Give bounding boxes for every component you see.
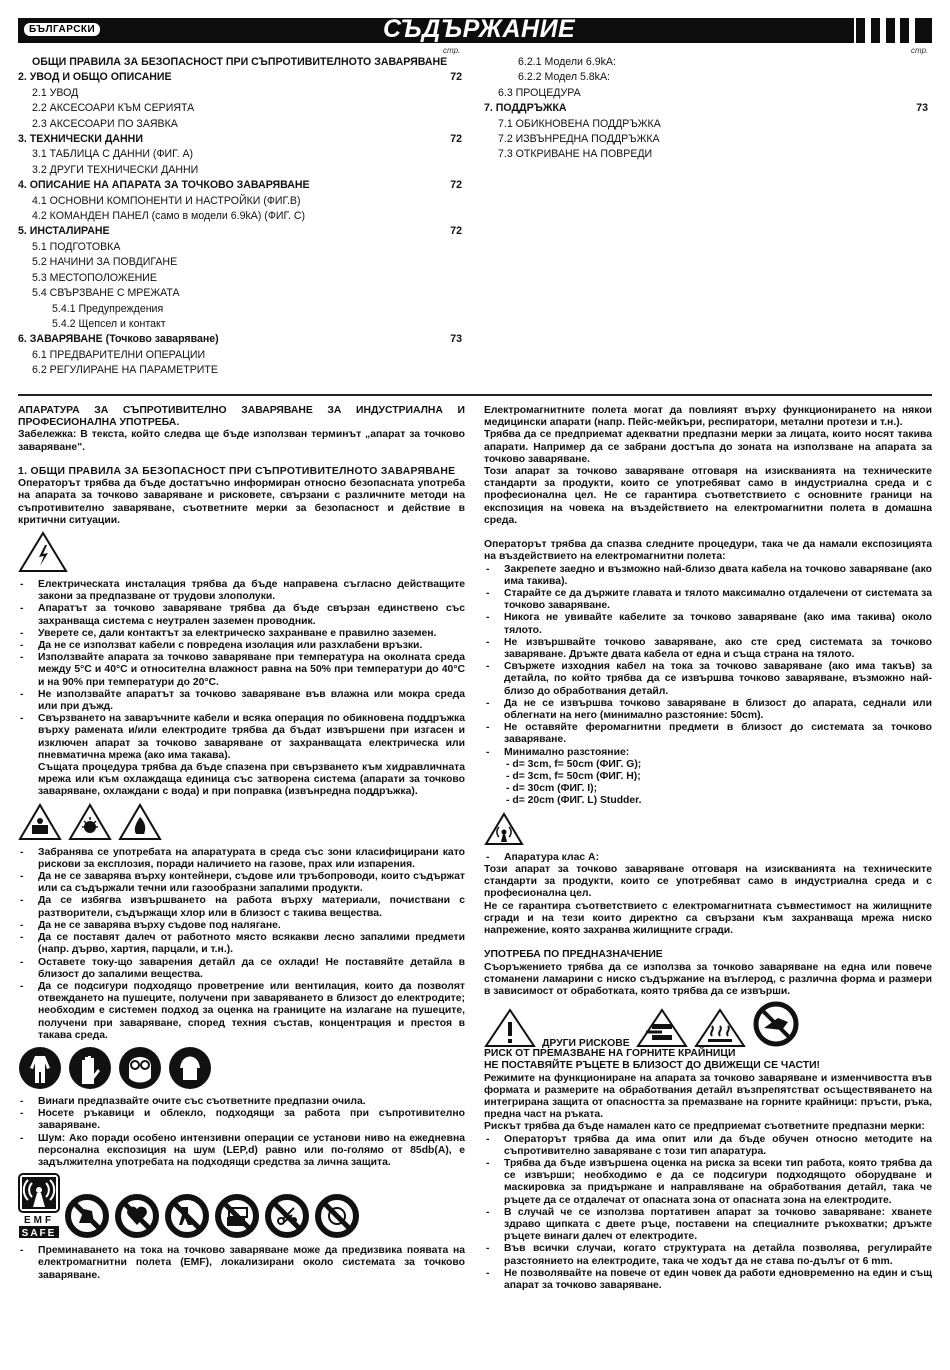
ppe-rules bbox=[18, 1096, 465, 1169]
no-hands-icon bbox=[752, 1000, 800, 1048]
toc-entry[interactable] bbox=[484, 55, 928, 70]
toc-entry-label: 7.2 ИЗВЪНРЕДНА ПОДДРЪЖКА bbox=[498, 133, 660, 146]
toc-entry-label: 2.2 АКСЕСОАРИ КЪМ СЕРИЯТА bbox=[32, 102, 195, 115]
page-column-label: стр. bbox=[443, 46, 461, 55]
heading: АПАРАТУРА ЗА СЪПРОТИВИТЕЛНО ЗАВАРЯВАНЕ ЗА ИНДУСТРИАЛНА И ПРОФЕСИОНАЛНА УПОТРЕБА. bbox=[18, 405, 465, 429]
list-item: - Не използвайте апаратът за точково заваряване във влажна или мокра среда или при дъжд. bbox=[18, 689, 465, 713]
paragraph: Операторът трябва да спазва следните процедури, така че да намали експозицията на въздействието на електромагнитни полета: bbox=[484, 539, 932, 563]
list-item: - Никога не увивайте кабелите за точково заваряване (ако има такива) около тялото. bbox=[484, 612, 932, 636]
toc-entry[interactable] bbox=[484, 147, 928, 162]
distance-item: - d= 3cm, f= 50cm (ФИГ. H); bbox=[506, 771, 641, 783]
list-item: - Апаратът за точково заваряване трябва да бъде свързан единствено със захранваща система с неутрален заземен проводник. bbox=[18, 603, 465, 627]
toc-entry[interactable] bbox=[18, 255, 462, 270]
list-item: - Да се поставят далеч от работното място всякакви лесно запалими предмети (напр. дърво, хартия, парцали, и т.н.). bbox=[18, 932, 465, 956]
toc-entry-page: 72 bbox=[450, 225, 462, 238]
toc-right bbox=[484, 55, 928, 163]
intro: Операторът трябва да бъде достатъчно информиран относно безопасната употреба на апарата за точково заваряване и рисковете, свързани с различните методи на съпротивително заваряване, съответните мерки за безопасност и действие в критични ситуации. bbox=[18, 478, 465, 526]
toc-entry-label: 4.2 КОМАНДЕН ПАНЕЛ (само в модели 6.9kA) (ФИГ. С) bbox=[32, 210, 306, 223]
distance-item: - d= 20cm (ФИГ. L) Studder. bbox=[506, 795, 642, 807]
explosive-atmosphere-icon bbox=[18, 803, 62, 841]
other-risks-label: ДРУГИ РИСКОВЕ bbox=[542, 1037, 630, 1049]
language-label: БЪЛГАРСКИ bbox=[24, 23, 100, 36]
toc-entry[interactable] bbox=[18, 302, 462, 317]
list-item: - Да не се заварява върху контейнери, съдове или тръбопроводи, които съдържат или са съдържали течни или газообразни запалими продукти. bbox=[18, 871, 465, 895]
toc-entry[interactable] bbox=[18, 286, 462, 301]
list-item: - Свържете изходния кабел на тока за точково заваряване (ако има такъв) за детайла, по който трябва да се извършва точково заваряване, възможно най-близо до обработвания детайл. bbox=[484, 661, 932, 698]
list-item: - Винаги предпазвайте очите със съответните предпазни очила. bbox=[18, 1096, 465, 1108]
class-a-label: - Апаратура клас А: bbox=[484, 852, 932, 864]
intended-use-title: УПОТРЕБА ПО ПРЕДНАЗНАЧЕНИЕ bbox=[484, 949, 663, 961]
list-item: - Старайте се да държите главата и тялото максимално отдалечени от системата за точково заваряване. bbox=[484, 588, 932, 612]
distance-item: - d= 3cm, f= 50cm (ФИГ. G); bbox=[506, 758, 642, 770]
paragraph: Този апарат за точково заваряване отговаря на изискванията на техническите стандарти за продукти, които се употребяват само в индустриална среда и с професионална цел. Не се гарантира съответствието с основните граници на експозиция на човека на въздействието на електромагнитни полета в домашна среда. bbox=[484, 466, 932, 526]
toc-entry-label: 5. ИНСТАЛИРАНЕ bbox=[18, 225, 110, 238]
list-item: - Минимално разстояние: bbox=[484, 747, 932, 759]
section-title: 1. ОБЩИ ПРАВИЛА ЗА БЕЗОПАСНОСТ ПРИ СЪПРОТИВИТЕЛНОТО ЗАВАРЯВАНЕ bbox=[18, 466, 456, 477]
list-item: - Шум: Ако поради особено интензивни операции се установи ниво на ежедневна персонална експозиция на шум (LEP,d) равно или по-голямо от 85db(A), е задължителна употребата на подходящи средства за лична защита. bbox=[18, 1133, 465, 1170]
toc-entry[interactable] bbox=[18, 70, 462, 85]
toc-entry[interactable] bbox=[18, 163, 462, 178]
list-item: - Оставете току-що заварения детайл да се охлади! Не поставяйте детайла в близост до запалими вещества. bbox=[18, 957, 465, 981]
class-a-warning bbox=[484, 812, 932, 846]
toc-entry-label: 5.2 НАЧИНИ ЗА ПОВДИГАНЕ bbox=[32, 256, 178, 269]
toc-entry-label: 6.3 ПРОЦЕДУРА bbox=[498, 86, 581, 99]
paragraph: Не се гарантира съответствието с електромагнитната съвместимост на жилищните сгради и на тези които директно са свързани към захранваща мрежа ниско напрежение, която захранва жилищните сгради. bbox=[484, 900, 932, 936]
toc-entry-label: 5.1 ПОДГОТОВКА bbox=[32, 240, 121, 253]
distance-list bbox=[484, 759, 932, 808]
ear-protection-icon bbox=[168, 1046, 212, 1090]
no-touch-icon bbox=[64, 1193, 110, 1239]
emf-rules bbox=[18, 1245, 465, 1282]
paragraph: Рискът трябва да бъде намален като се предприемат съответните предпазни мерки: bbox=[484, 1121, 925, 1133]
electric-rules bbox=[18, 579, 465, 762]
electric-warning bbox=[18, 531, 465, 573]
toc-entry-page: 73 bbox=[450, 333, 462, 346]
list-item: - Трябва да бъде извършена оценка на риска за всеки тип работа, която трябва да се извърши; необходимо е да се подсигури подходящото оборудване и маскировка за придържане и направляване на обработвания детайл, така че ръцете да се отдалечат от опасната зона от опасната зона на електродите. bbox=[484, 1158, 932, 1207]
divider bbox=[18, 394, 932, 396]
toc-entry-label: 7.3 ОТКРИВАНЕ НА ПОВРЕДИ bbox=[498, 148, 653, 161]
toc-entry-page: 72 bbox=[450, 179, 462, 192]
list-item: - Не позволявайте на повече от един човек да работи едновременно на един и същ апарат за точково заваряване. bbox=[484, 1268, 932, 1292]
note: Забележка: В текста, който следва ще бъде използван терминът „апарат за точково заваряване". bbox=[18, 429, 465, 453]
ppe-icons bbox=[18, 1046, 465, 1090]
no-watches-icon bbox=[314, 1193, 360, 1239]
svg-text:SAFE: SAFE bbox=[21, 1228, 57, 1240]
svg-text:EMF: EMF bbox=[23, 1215, 55, 1227]
list-item: - Да не се заварява върху съдове под налягане. bbox=[18, 920, 465, 932]
crush-risk-title: РИСК ОТ ПРЕМАЗВАНЕ НА ГОРНИТЕ КРАЙНИЦИ bbox=[484, 1048, 736, 1060]
list-item: - Не оставяйте феромагнитни предмети в близост до системата за точково заваряване. bbox=[484, 722, 932, 746]
toc-entry-page: 72 bbox=[450, 71, 462, 84]
toc-entry[interactable] bbox=[18, 240, 462, 255]
toc-entry-label: 5.4.1 Предупреждения bbox=[52, 302, 164, 315]
list-item: - Електрическата инсталация трябва да бъде направена съгласно действащите закони за предпазване от трудови злополуки. bbox=[18, 579, 465, 603]
paragraph: Електромагнитните полета могат да повлияят върху функционирането на някои медицински апарати (напр. Пейс-мейкъри, респиратори, метални протези и т.н.). bbox=[484, 405, 932, 429]
toc-entry-label: 3.1 ТАБЛИЦА С ДАННИ (ФИГ. А) bbox=[32, 148, 194, 161]
toc-entry-label: 6. ЗАВАРЯВАНЕ (Точково заваряване) bbox=[18, 333, 219, 346]
toc-entry[interactable] bbox=[18, 271, 462, 286]
list-item: - Закрепете заедно и възможно най-близо двата кабела на точково заваряване (ако има такива). bbox=[484, 564, 932, 588]
toc-entry[interactable] bbox=[18, 55, 462, 70]
toc-entry[interactable] bbox=[18, 132, 462, 147]
paragraph: Трябва да се предприемат адекватни предпазни мерки за лицата, които носят такива апарати. Например да се забрани достъпа до зоната на използване на апарата за точково заваряване. bbox=[484, 429, 932, 465]
list-item: - Свързването на заваръчните кабели и всяка операция по обикновена поддръжка върху рамената и/или електродите трябва да бъдат извършени при изгасен и изключен апарат за точково заваряване от захранващата електрическа или пневматична мрежа (ако има такава). bbox=[18, 713, 465, 762]
toc-entry-label: 5.3 МЕСТОПОЛОЖЕНИЕ bbox=[32, 271, 157, 284]
toc-left bbox=[18, 55, 462, 379]
other-risks-row bbox=[484, 1000, 932, 1048]
toc-entry-label: 2. УВОД И ОБЩО ОПИСАНИЕ bbox=[18, 71, 172, 84]
distance-item: - d= 30cm (ФИГ. I); bbox=[506, 783, 598, 795]
emf-safe-logo bbox=[18, 1173, 60, 1239]
toc-entry-label: 4.1 ОСНОВНИ КОМПОНЕНТИ И НАСТРОЙКИ (ФИГ.В) bbox=[32, 194, 301, 207]
toc-entry-label: 2.1 УВОД bbox=[32, 86, 79, 99]
page-column-label: стр. bbox=[911, 46, 929, 55]
safety-measures bbox=[484, 1134, 932, 1293]
left-column bbox=[18, 405, 465, 1282]
paragraph: Този апарат за точково заваряване отговаря на изискванията на техническите стандарти за продукти, които се употребяват само в индустриална среда и с професионална цел. bbox=[484, 863, 932, 900]
toc-entry[interactable] bbox=[18, 117, 462, 132]
list-item: - Преминаването на тока на точково заваряване може да предизвика появата на електромагнитни полета (EMF), локализирани около системата за точково заваряване. bbox=[18, 1245, 465, 1282]
toc-entry[interactable] bbox=[18, 86, 462, 101]
hot-surface-icon bbox=[694, 1008, 746, 1048]
toc-entry-label: ОБЩИ ПРАВИЛА ЗА БЕЗОПАСНОСТ ПРИ СЪПРОТИВИТЕЛНОТО ЗАВАРЯВАНЕ bbox=[32, 56, 448, 68]
toc-entry[interactable] bbox=[484, 86, 928, 101]
no-metal-objects-icon bbox=[264, 1193, 310, 1239]
list-item: - Забранява се употребата на апаратурата в среда със зони класифицирани като рискови за експлозия, поради наличието на газове, прах или изпарения. bbox=[18, 847, 465, 871]
right-column bbox=[484, 405, 932, 1292]
electric-extra: Същата процедура трябва да бъде спазена при свързването към хидравличната мрежа или към охлаждаща единица със затворена система (апарати за точково заваряване, охлаждани с вода) и при поправка (извънредна поддръжка). bbox=[38, 762, 465, 798]
toc-entry[interactable] bbox=[18, 363, 462, 378]
safety-goggles-icon bbox=[118, 1046, 162, 1090]
toc-entry[interactable] bbox=[484, 132, 928, 147]
emf-procedures bbox=[484, 564, 932, 759]
header-bar bbox=[18, 15, 854, 43]
fire-rules bbox=[18, 847, 465, 1042]
toc-entry-label: 6.2.2 Модел 5.8kA: bbox=[518, 71, 610, 84]
fire-hazard-icons bbox=[18, 803, 465, 841]
no-magnetic-cards-icon bbox=[214, 1193, 260, 1239]
list-item: - Да не се използват кабели с повредена изолация или разхлабени връзки. bbox=[18, 640, 465, 652]
toc-entry[interactable] bbox=[18, 348, 462, 363]
toc-entry-label: 5.4.2 Щепсел и контакт bbox=[52, 317, 166, 330]
list-item: - Да се подсигури подходящо проветрение или вентилация, които да позволят отвеждането на пушеците, получени при заваряването в близост до електродите; необходим е системен подход за оценка на границите на излагане на пушеците, получени при заваряване, според техния състав, концентрация и престоя в такава среда. bbox=[18, 981, 465, 1042]
toc-entry[interactable] bbox=[18, 147, 462, 162]
toc-entry-label: 6.2 РЕГУЛИРАНЕ НА ПАРАМЕТРИТЕ bbox=[32, 364, 218, 377]
toc-entry[interactable] bbox=[18, 332, 462, 347]
toc-entry-label: 5.4 СВЪРЗВАНЕ С МРЕЖАТА bbox=[32, 287, 180, 300]
header-stripes bbox=[856, 18, 932, 43]
page-title: СЪДЪРЖАНИЕ bbox=[383, 15, 576, 43]
toc-entry-label: 3.2 ДРУГИ ТЕХНИЧЕСКИ ДАННИ bbox=[32, 163, 199, 176]
list-item: - Носете ръкавици и облекло, подходящи за работа при съпротивително заваряване. bbox=[18, 1108, 465, 1132]
emf-icons bbox=[18, 1173, 465, 1239]
toc-entry-label: 4. ОПИСАНИЕ НА АПАРАТА ЗА ТОЧКОВО ЗАВАРЯВАНЕ bbox=[18, 179, 310, 192]
list-item: - В случай че се използва портативен апарат за точково заваряване: хванете здраво щипката с двете ръце, поставени на специалните ръкохватки; дръжте ръцете винаги далеч от електродите. bbox=[484, 1207, 932, 1244]
toc-entry-page: 72 bbox=[450, 133, 462, 146]
protective-clothing-icon bbox=[18, 1046, 62, 1090]
toc-entry-label: 2.3 АКСЕСОАРИ ПО ЗАЯВКА bbox=[32, 117, 178, 130]
list-item: - Операторът трябва да има опит или да бъде обучен относно методите на съпротивително заваряване с този тип апаратура. bbox=[484, 1134, 932, 1158]
no-pacemaker-icon bbox=[114, 1193, 160, 1239]
toc-entry[interactable] bbox=[18, 178, 462, 193]
toc-entry[interactable] bbox=[484, 101, 928, 116]
no-metal-implants-icon bbox=[164, 1193, 210, 1239]
gloves-icon bbox=[68, 1046, 112, 1090]
toc-entry[interactable] bbox=[18, 317, 462, 332]
paragraph: Режимите на функциониране на апарата за точково заваряване и изменчивостта във формата и размерите на обработвания детайл възпрепятстват осъществяването на интегрирана защита от опасността за премазване на горните крайници: пръсти, ръка, предна част на ръката. bbox=[484, 1072, 932, 1121]
toc-entry-label: 7.1 ОБИКНОВЕНА ПОДДРЪЖКА bbox=[498, 117, 661, 130]
crush-warning: НЕ ПОСТАВЯЙТЕ РЪЦЕТЕ В БЛИЗОСТ ДО ДВИЖЕЩИ СЕ ЧАСТИ! bbox=[484, 1060, 820, 1072]
list-item: - Използвайте апарата за точково заваряване при температура на околната среда между 5°C и 40°C и относителна влажност равна на 50% при температури до 40°C и на 90% при температури до 20°C. bbox=[18, 652, 465, 689]
list-item: - Във всички случаи, когато структурата на детайла позволява, регулирайте разстоянието на електродите, така че ходът да не става по-дълъг от 6 mm. bbox=[484, 1243, 932, 1267]
radiation-warning-icon bbox=[484, 812, 524, 846]
toc-entry-page: 73 bbox=[916, 102, 928, 115]
list-item: - Не извършвайте точково заваряване, ако сте сред системата за точково заваряване. Дръжте двата кабела от една и съща страна на тялото. bbox=[484, 637, 932, 661]
list-item: - Да се избягва извършването на работа върху материали, почиствани с разтворители, съдържащи хлор или в близост с такива вещества. bbox=[18, 895, 465, 919]
toc-entry[interactable] bbox=[18, 209, 462, 224]
general-warning-icon bbox=[484, 1008, 536, 1048]
toc-entry[interactable] bbox=[484, 70, 928, 85]
toc-entry[interactable] bbox=[18, 194, 462, 209]
toc-entry-label: 7. ПОДДРЪЖКА bbox=[484, 102, 567, 115]
crush-hazard-icon bbox=[636, 1008, 688, 1048]
toc-entry-label: 6.2.1 Модели 6.9kA: bbox=[518, 56, 616, 68]
toc-entry[interactable] bbox=[18, 224, 462, 239]
toc-entry-label: 3. ТЕХНИЧЕСКИ ДАННИ bbox=[18, 133, 143, 146]
toc-entry[interactable] bbox=[18, 101, 462, 116]
toc-entry[interactable] bbox=[484, 117, 928, 132]
toc-entry-label: 6.1 ПРЕДВАРИТЕЛНИ ОПЕРАЦИИ bbox=[32, 348, 206, 361]
list-item: - Уверете се, дали контактът за електрическо захранване е правилно заземен. bbox=[18, 628, 465, 640]
flammable-icon bbox=[118, 803, 162, 841]
explosion-icon bbox=[68, 803, 112, 841]
intended-use-text: Съоръжението трябва да се използва за точково заваряване на една или повече стоманени ламарини с ниско съдържание на въглерод, с различна форма и размери в зависимост от обработката, която трябва да се извърши. bbox=[484, 961, 932, 997]
list-item: - Да не се извършва точково заваряване в близост до апарата, седнали или облегнати на него (минимално разстояние: 50cm). bbox=[484, 698, 932, 722]
electric-hazard-icon bbox=[18, 531, 68, 573]
